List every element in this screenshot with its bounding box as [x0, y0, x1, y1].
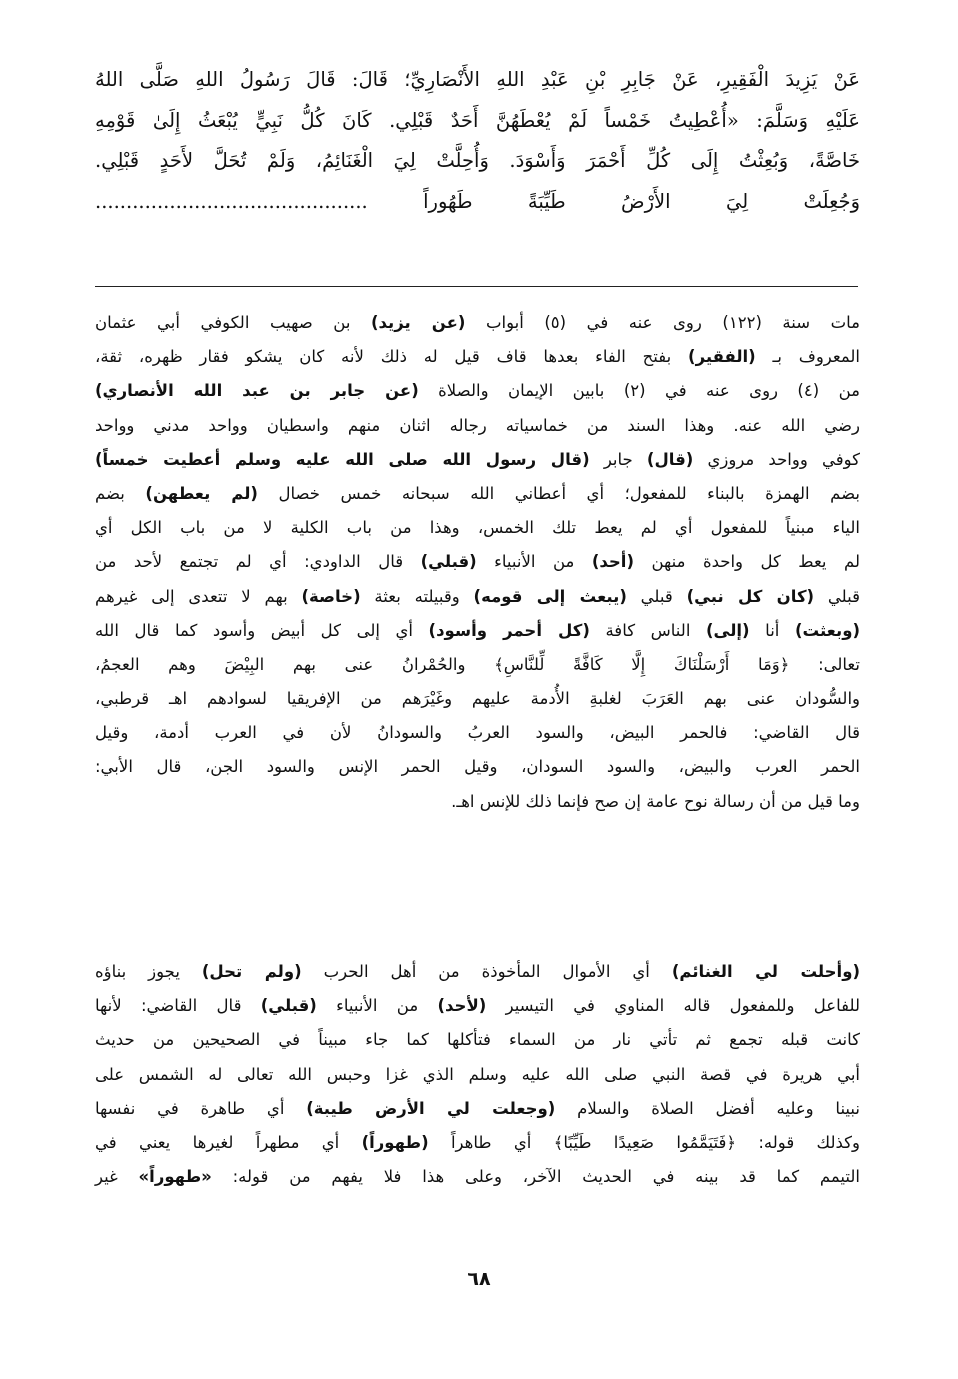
text-segment: مات سنة (١٢٢) روى عنه في (٥) أبواب: [465, 313, 861, 332]
bold-quote: «طهوراً»: [138, 1167, 212, 1187]
commentary-line: [95, 785, 860, 819]
bold-quote: (كان كل نبي): [686, 586, 815, 606]
hadith-line: عَنْ يَزِيدَ الْفَقِيرِ، عَنْ جَابِرِ بْنِ عَبْدِ اللهِ الأَنْصَارِيِّ؛ قَالَ: قَالَ رَسُولُ اللهِ صَلَّى اللهُ: [95, 68, 860, 91]
text-segment: بفتح الفاء بعدها قاف قيل له ذلك لأنه كان يشكو فقار ظهره، ثقة،: [95, 347, 689, 367]
bold-quote: (طهوراً): [361, 1132, 429, 1152]
bold-quote: (عن يزيد): [370, 313, 466, 332]
text-segment: أي إلى كل أبيض وأسود كما قال الله: [95, 620, 429, 640]
commentary-line: [95, 682, 860, 716]
text-segment: نبينا وعليه أفضل الصلاة والسلام: [555, 1098, 860, 1118]
commentary-line: [95, 580, 860, 614]
commentary-paragraph-2: [95, 955, 860, 1194]
text-segment: أبي هريرة في قصة النبي صلى الله عليه وسلم الذي غزا وحبس الله تعالى له الشمس على: [95, 1064, 860, 1084]
commentary-line: [95, 443, 860, 477]
hadith-line: وَجُعِلَتْ لِيَ الأَرْضُ طَيِّبَةً طَهُوراً ............................................: [95, 189, 860, 213]
bold-quote: (إلى): [705, 620, 750, 640]
commentary-line: [95, 648, 860, 682]
commentary-line: [95, 374, 860, 408]
text-segment: أي طاهرة في نفسها: [95, 1098, 307, 1118]
bold-quote: (قال رسول الله صلى الله عليه وسلم أعطيت خمساً): [95, 449, 590, 469]
bold-quote: (يبعث إلى قومه): [473, 586, 627, 606]
text-segment: أي الأموال المأخوذة من أهل الحرب: [301, 962, 672, 981]
bold-quote: (خاصة): [301, 586, 361, 606]
bold-quote: (ولم تحل): [201, 962, 302, 981]
text-segment: غير: [95, 1167, 139, 1187]
text-segment: أي مطهراً لغيرها يعني في: [95, 1132, 362, 1152]
commentary-paragraph-1: [95, 306, 860, 819]
text-segment: التيمم كما قد بينه في الحديث الآخر، وعلى هذا فلا يفهم من قوله:: [211, 1167, 860, 1187]
bold-quote: (أحد): [591, 552, 635, 572]
text-segment: الحمر العرب والبيض، والسود السودان، وقيل الحمر الإنس والسود الجن، قال الأبي:: [95, 757, 860, 777]
text-segment: بن صهيب الكوفي أبي عثمان: [95, 313, 371, 332]
hadith-line: خَاصَّةً، وَبُعِثْتُ إِلَى كُلِّ أَحْمَرَ وَأَسْوَدَ. وَأُحِلَّتْ لِيَ الْغَنَائِمُ، وَلَمْ تُحَلَّ لأَحَدٍ قَبْلِي.: [95, 149, 860, 172]
text-segment: رضي الله عنه. وهذا السند من خماسياته رجاله اثنان منهم واسطيان وواحد مدني وواحد: [95, 415, 860, 435]
text-segment: وكذلك قوله: ﴿فَتَيَمَّمُوا صَعِيدًا طَيِّبًا﴾ أي طاهراً: [428, 1132, 860, 1152]
text-segment: يجوز بناؤه: [95, 962, 202, 981]
commentary-line: [95, 545, 860, 579]
text-segment: بضم: [95, 483, 146, 503]
text-segment: قال الداودي: أي لم تجتمع لأحد من: [95, 552, 421, 572]
bold-quote: (وجعلت لي الأرض طيبة): [306, 1098, 556, 1118]
text-segment: الناس كافة: [589, 620, 706, 640]
text-segment: قبلي: [814, 586, 860, 606]
bold-quote: (وأحلت لي الغنائم): [671, 962, 860, 981]
bold-quote: (قبلي): [420, 552, 477, 572]
bold-quote: (عن جابر بن عبد الله الأنصاري): [95, 381, 419, 401]
text-segment: جابر: [589, 449, 647, 469]
text-segment: المعروف بـ: [755, 347, 861, 367]
text-segment: بضم الهمزة بالبناء للمفعول؛ أي أعطاني الله سبحانه خمس خصال: [257, 483, 860, 503]
text-segment: للفاعل وللمفعول قاله المناوي في التيسير: [486, 996, 860, 1016]
separator-rule: [95, 286, 858, 287]
bold-quote: (قال): [646, 449, 694, 469]
text-segment: كوفي وواحد مروزي: [693, 449, 860, 469]
text-segment: قبلي: [626, 586, 687, 606]
text-segment: لم يعط كل واحدة منهن: [634, 552, 861, 572]
hadith-text: [95, 60, 860, 222]
commentary-line: [95, 716, 860, 750]
commentary-line: [95, 955, 860, 989]
bold-quote: (الفقير): [688, 347, 756, 367]
bold-quote: (قبلي): [260, 996, 317, 1016]
commentary-line: [95, 1092, 860, 1126]
commentary-line: [95, 409, 860, 443]
text-segment: قال القاضي: لأنها: [95, 996, 261, 1016]
text-segment: بهم لا تتعدى إلى غيرهم: [95, 586, 302, 606]
text-segment: أنا: [749, 620, 795, 640]
text-segment: قال القاضي: فالحمر البيض، والسود العربُ والسودانُ لأن في العرب أدمة، وقيل: [95, 723, 860, 743]
text-segment: والسُّودان عنى بهم العَرَبَ لغلبةِ الأُدمة عليهم وغَيْرَهم من الإفريقيا لسوادهم اهـ قرطبي،: [95, 689, 860, 709]
text-segment: من (٤) روى عنه في (٢) بابين الإيمان والصلاة: [418, 381, 860, 401]
bold-quote: (لأحد): [437, 996, 487, 1016]
text-segment: من الأنبياء: [316, 996, 438, 1016]
commentary-line: [95, 511, 860, 545]
commentary-line: [95, 750, 860, 784]
bold-quote: (وبعثت): [794, 620, 860, 640]
hadith-line: عَلَيْهِ وَسَلَّمَ: «أُعْطِيتُ خَمْساً لَمْ يُعْطَهُنَّ أَحَدٌ قَبْلِي. كَانَ كُلُّ نَبِيٍّ يُبْعَثُ إِلَىٰ قَوْمِهِ: [95, 108, 860, 132]
text-segment: وما قيل من أن رسالة نوح عامة إن صح فإنما ذلك للإنس اهـ.: [451, 791, 860, 811]
text-segment: الياء مبنياً للمفعول أي لم يعط تلك الخمس، وهذا من باب الكلية لا من باب الكل أي: [95, 518, 860, 538]
text-segment: من الأنبياء: [476, 552, 592, 572]
text-segment: كانت قبله تجمع ثم تأتي نار من السماء فتأكلها كما جاء مبيناً في الصحيحين من حديث: [95, 1030, 860, 1050]
text-segment: تعالى: ﴿وَمَا أَرْسَلْنَاكَ إِلَّا كَافَّةً لِّلنَّاسِ﴾ والحُمْرانُ عنى بهم البِيْضَ وهم العجمُ،: [95, 654, 860, 674]
bold-quote: (كل أحمر وأسود): [428, 620, 590, 640]
commentary-line: [95, 340, 860, 374]
commentary-line: [95, 1160, 860, 1194]
page-number: ٦٨: [467, 1268, 491, 1290]
text-segment: وقبيلته بعثة: [360, 586, 474, 606]
commentary-line: [95, 1058, 860, 1092]
commentary-line: [95, 477, 860, 511]
commentary-line: [95, 989, 860, 1023]
commentary-line: [95, 1023, 860, 1057]
bold-quote: (لم يعطهن): [145, 483, 258, 503]
commentary-line: [95, 1126, 860, 1160]
commentary-line: [95, 306, 860, 340]
commentary-line: [95, 614, 860, 648]
